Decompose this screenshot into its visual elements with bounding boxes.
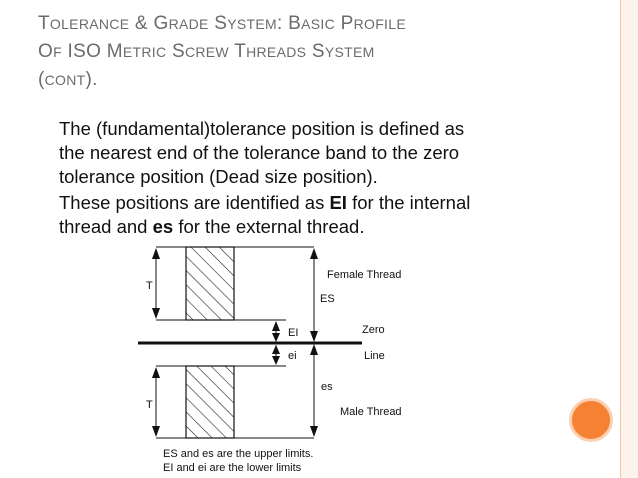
text-segment: thread and — [59, 216, 153, 237]
title-line-3: (CONT). — [38, 69, 98, 90]
title-line-2: OF ISO METRIC SCREW THREADS SYSTEM — [38, 41, 375, 62]
bold-term-EI: EI — [329, 192, 347, 213]
bullet-1-line-2: the nearest end of the tolerance band to the zero — [59, 142, 460, 163]
bullet-1-line-3: tolerance position (Dead size position). — [59, 166, 378, 187]
male-tolerance-band — [186, 366, 234, 438]
label-es-upper: ES — [320, 293, 335, 305]
note-lower-limits: EI and ei are the lower limits — [163, 462, 302, 474]
note-upper-limits: ES and es are the upper limits. — [163, 448, 314, 460]
label-female-thread: Female Thread — [327, 269, 402, 281]
female-tolerance-band — [186, 247, 234, 320]
text-segment: These positions are identified as — [59, 192, 330, 213]
bold-term-es: es — [152, 216, 174, 237]
label-t-upper: T — [146, 280, 153, 292]
text-segment: for the external thread. — [173, 216, 365, 237]
decorative-orange-circle — [569, 398, 613, 442]
label-ei-upper: EI — [288, 327, 299, 339]
label-t-lower: T — [146, 399, 153, 411]
label-ei-lower: ei — [288, 350, 297, 362]
label-line: Line — [364, 350, 385, 362]
label-zero: Zero — [362, 324, 385, 336]
label-male-thread: Male Thread — [340, 406, 402, 418]
label-es-lower: es — [321, 381, 333, 393]
text-segment: for the internal — [346, 192, 471, 213]
bullet-1-line-1: The (fundamental)tolerance position is defined as — [59, 118, 465, 139]
title-line-1: TOLERANCE & GRADE SYSTEM: BASIC PROFILE — [38, 13, 406, 34]
